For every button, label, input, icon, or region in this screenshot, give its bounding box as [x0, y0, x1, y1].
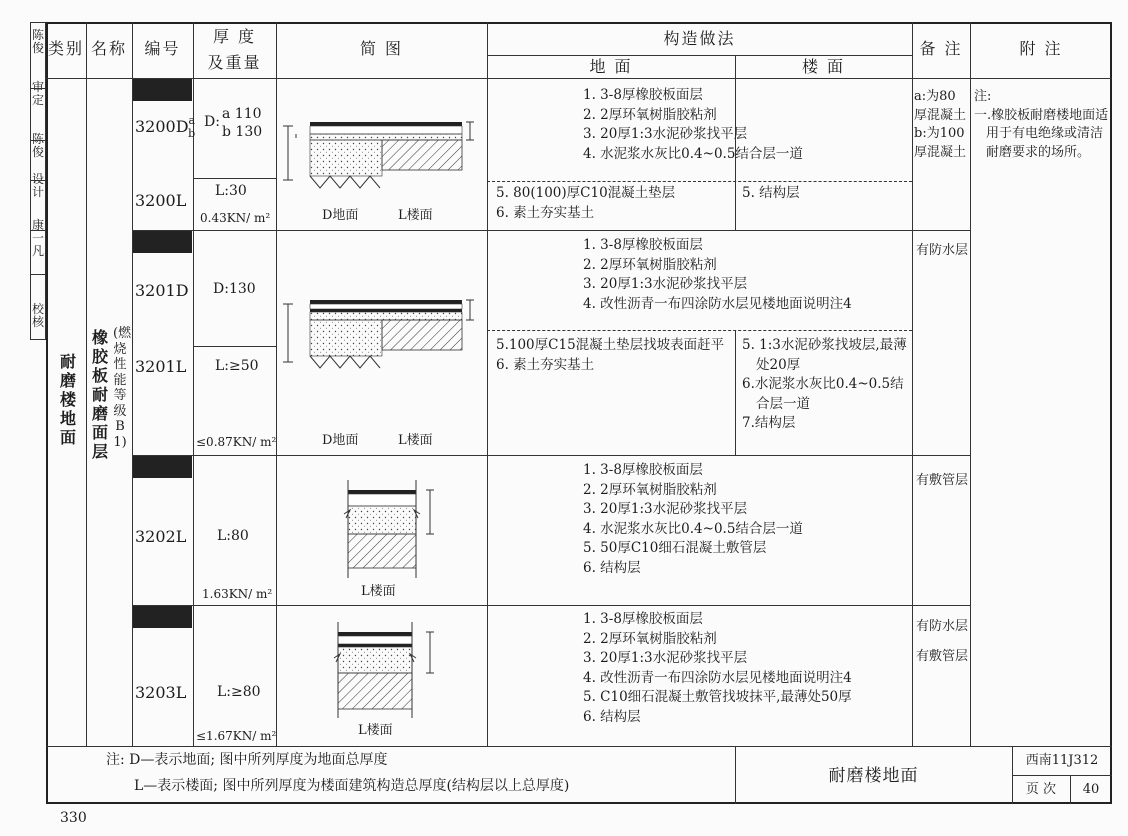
- construction-list-3203: 1. 3-8厚橡胶板面层 2. 2厚环氧树脂胶粘剂 3. 20厚1:3水泥砂浆找平层 4. 改性沥青一布四涂防水层见楼地面说明注4 5. C10细石混凝土敷管找坡抹平,最薄处50厚 6. 结构层: [583, 611, 852, 725]
- signoff-item: 审定: [31, 80, 44, 107]
- diagram-label: L楼面: [358, 723, 393, 738]
- thickness-3200l: L:30: [215, 183, 247, 199]
- name-label: 橡胶板耐磨面层: [91, 328, 108, 461]
- upper-list-3200: 5. 结构层: [742, 185, 800, 201]
- weight-3200: 0.43KN/ m²: [200, 211, 271, 225]
- weight-3201: ≤0.87KN/ m²: [196, 435, 277, 449]
- signoff-item: 康一凡: [31, 218, 44, 258]
- diagram-label: L楼面: [361, 584, 396, 599]
- appendix-notes: 注: 一.橡胶板耐磨楼地面适 用于有电绝缘或清洁 耐磨要求的场所。: [974, 89, 1109, 160]
- header-construction: 构造做法: [663, 29, 736, 48]
- atlas-number: 西南11J312: [1025, 753, 1099, 768]
- header-diagram: 简 图: [359, 39, 404, 58]
- remarks-3203-a: 有防水层: [916, 619, 969, 634]
- signoff-strip: [30, 22, 46, 340]
- ground-list-3201: 5.100厚C15混凝土垫层找坡表面赶平 6. 素土夯实基土: [496, 337, 725, 373]
- page-number: 330: [60, 810, 87, 826]
- remarks-3200: a:为80 厚混凝土 b:为100 厚混凝土: [914, 89, 967, 160]
- section-diagram-3202: [330, 462, 450, 582]
- signoff-item: 校核: [31, 302, 44, 329]
- header-category: 类别: [47, 39, 84, 58]
- thickness-3202l: L:80: [217, 528, 249, 544]
- header-thickness-2: 及重量: [207, 53, 262, 72]
- thickness-3200d-a: a 110: [222, 106, 262, 122]
- remarks-3202: 有敷管层: [916, 473, 969, 488]
- code-3200d: $3200D^a_b$: [135, 114, 196, 140]
- thickness-3203l: L:≥80: [217, 684, 261, 700]
- page-label: 页 次: [1025, 782, 1057, 797]
- code-3201l: 3201L: [135, 357, 187, 376]
- diagram-label: L楼面: [398, 208, 433, 223]
- remarks-3201: 有防水层: [916, 243, 969, 258]
- thickness-3201l: L:≥50: [215, 358, 259, 374]
- code-3202l: 3202L: [135, 527, 187, 546]
- construction-list-3202: 1. 3-8厚橡胶板面层 2. 2厚环氧树脂胶粘剂 3. 20厚1:3水泥砂浆找平层 4. 水泥浆水灰比0.4~0.5结合层一道 5. 50厚C10细石混凝土敷管层 6. 结构层: [583, 462, 803, 576]
- category-label: 耐磨楼地面: [59, 352, 76, 447]
- signoff-item: 设计: [31, 172, 44, 199]
- thickness-3200d-b: b 130: [222, 124, 263, 140]
- header-ground: 地 面: [589, 57, 633, 76]
- upper-list-3201: 5. 1:3水泥砂浆找坡层,最薄 处20厚 6.水泥浆水灰比0.4~0.5结 合层一道 7.结构层: [742, 337, 907, 431]
- section-diagram-3203: [330, 612, 450, 722]
- section-diagram-3200: [280, 100, 485, 196]
- code-3203l: 3203L: [135, 683, 187, 702]
- construction-list-3201: 1. 3-8厚橡胶板面层 2. 2厚环氧树脂胶粘剂 3. 20厚1:3水泥砂浆找平层 4. 改性沥青一布四涂防水层见楼地面说明注4: [583, 237, 852, 312]
- header-remarks: 备 注: [919, 39, 963, 58]
- signoff-item: 陈俊: [31, 132, 44, 159]
- header-thickness-1: 厚 度: [212, 27, 257, 46]
- thickness-3201d: D:130: [213, 281, 256, 297]
- footer-note-2: L—表示楼面; 图中所列厚度为楼面建筑构造总厚度(结构层以上总厚度): [134, 778, 570, 794]
- code-3200l: 3200L: [135, 191, 187, 210]
- thickness-3200d-prefix: D:: [204, 114, 220, 130]
- header-code: 编号: [144, 39, 181, 58]
- weight-3202: 1.63KN/ m²: [202, 587, 273, 601]
- remarks-3203-b: 有敷管层: [916, 649, 969, 664]
- header-upper: 楼 面: [801, 57, 846, 76]
- drawing-title: 耐磨楼地面: [828, 766, 919, 786]
- ground-list-3200: 5. 80(100)厚C10混凝土垫层 6. 素土夯实基土: [496, 185, 676, 221]
- diagram-label: D地面: [322, 433, 359, 448]
- sheet-number: 40: [1082, 782, 1100, 797]
- signoff-item: 陈俊: [31, 28, 44, 55]
- diagram-label: D地面: [322, 208, 359, 223]
- weight-3203: ≤1.67KN/ m²: [196, 729, 277, 743]
- header-name: 名称: [90, 39, 127, 58]
- code-3201d: 3201D: [135, 281, 189, 300]
- construction-list-3200: 1. 3-8厚橡胶板面层 2. 2厚环氧树脂胶粘剂 3. 20厚1:3水泥砂浆找平层 4. 水泥浆水灰比0.4~0.5结合层一道: [583, 87, 803, 162]
- section-diagram-3201: [280, 282, 485, 378]
- diagram-label: L楼面: [398, 433, 433, 448]
- name-sub-label: (燃烧性能等级B1): [113, 326, 132, 450]
- header-notes: 附 注: [1019, 39, 1063, 58]
- footer-note-1: 注: D—表示地面; 图中所列厚度为地面总厚度: [106, 752, 388, 768]
